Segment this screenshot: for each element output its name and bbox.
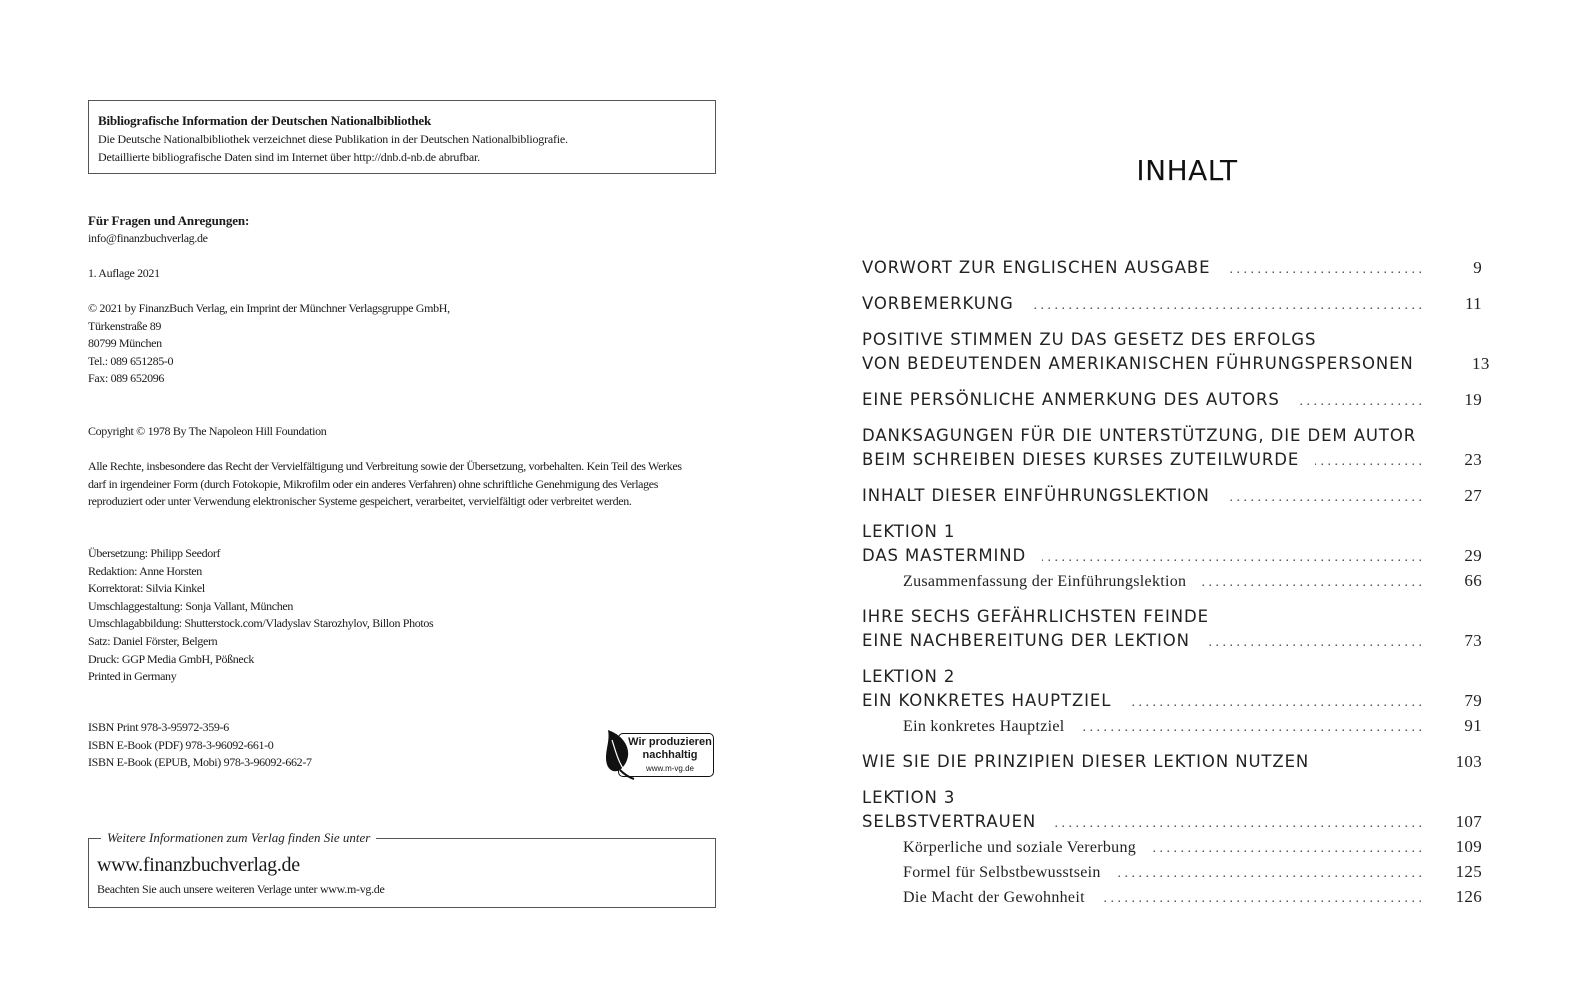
toc-dot-leader bbox=[1152, 837, 1422, 861]
toc-entry-title: INHALT DIESER EINFÜHRUNGSLEKTION bbox=[862, 486, 1210, 505]
toc-page-number: 91 bbox=[1464, 716, 1482, 735]
credit-line: Umschlagabbildung: Shutterstock.com/Vladyslav Starozhylov, Billon Photos bbox=[88, 616, 434, 631]
toc-dot-leader bbox=[1202, 571, 1422, 595]
publisher-block bbox=[88, 300, 728, 388]
isbn-line: ISBN E-Book (EPUB, Mobi) 978-3-96092-662-7 bbox=[88, 755, 312, 770]
edition-text: 1. Auflage 2021 bbox=[88, 266, 160, 280]
rights-line: darf in irgendeiner Form (durch Fotokopie, Mikrofilm oder ein anderes Verfahren) ohne schriftliche Genehmigung des Verlages bbox=[88, 476, 659, 491]
toc-page-number: 27 bbox=[1464, 486, 1482, 505]
toc-entry-title: BEIM SCHREIBEN DIESES KURSES ZUTEILWURDE bbox=[862, 450, 1300, 469]
contact-block bbox=[88, 212, 728, 247]
toc-entry-title: Zusammenfassung der Einführungslektion bbox=[903, 573, 1187, 590]
toc-subentry bbox=[903, 569, 1482, 593]
toc-entry bbox=[862, 424, 1482, 448]
toc-dot-leader bbox=[1030, 294, 1422, 318]
toc-entry-title: EINE PERSÖNLICHE ANMERKUNG DES AUTORS bbox=[862, 390, 1280, 409]
toc-subentry bbox=[903, 885, 1482, 909]
credits-block bbox=[88, 545, 728, 686]
toc-entry bbox=[862, 750, 1482, 774]
toc-entry-title: LEKTION 3 bbox=[862, 788, 956, 807]
info-box-legend: Weitere Informationen zum Verlag finden Sie unter bbox=[101, 829, 376, 847]
toc-subentry bbox=[903, 860, 1482, 884]
info-box-note: Beachten Sie auch unsere weiteren Verlage unter www.m-vg.de bbox=[97, 882, 385, 896]
badge-url: www.m-vg.de bbox=[645, 764, 694, 773]
toc-page-number: 9 bbox=[1473, 258, 1482, 277]
toc-dot-leader bbox=[1206, 631, 1422, 655]
toc-entry bbox=[862, 786, 1482, 810]
toc-entry bbox=[862, 520, 1482, 544]
toc-entry-title: Ein konkretes Hauptziel bbox=[903, 718, 1065, 735]
toc-entry bbox=[862, 448, 1482, 472]
contact-email: info@finanzbuchverlag.de bbox=[88, 230, 208, 245]
badge-line1: Wir produzieren bbox=[628, 736, 712, 748]
imprint-page bbox=[0, 0, 790, 1000]
contact-heading: Für Fragen und Anregungen: bbox=[88, 213, 250, 228]
credit-line: Übersetzung: Philipp Seedorf bbox=[88, 546, 221, 560]
toc-page-number: 107 bbox=[1455, 812, 1482, 831]
toc-entry bbox=[862, 352, 1490, 376]
toc-entry bbox=[862, 544, 1482, 568]
isbn-line: ISBN Print 978-3-95972-359-6 bbox=[88, 720, 229, 734]
toc-entry-title: VORBEMERKUNG bbox=[862, 294, 1014, 313]
copyright-text: Copyright © 1978 By The Napoleon Hill Foundation bbox=[88, 424, 327, 438]
toc-entry-title: VON BEDEUTENDEN AMERIKANISCHEN FÜHRUNGSPERSONEN bbox=[862, 354, 1414, 373]
toc-dot-leader bbox=[1127, 691, 1422, 715]
toc-entry bbox=[862, 629, 1482, 653]
credit-line: Druck: GGP Media GmbH, Pößneck bbox=[88, 651, 255, 666]
credit-line: Printed in Germany bbox=[88, 669, 177, 684]
toc-entry-title: LEKTION 2 bbox=[862, 667, 956, 686]
bibliographic-info-line: Detaillierte bibliografische Daten sind im Internet über http://dnb.d-nb.de abrufbar. bbox=[98, 150, 480, 164]
publisher-line: © 2021 by FinanzBuch Verlag, ein Imprint der Münchner Verlagsgruppe GmbH, bbox=[88, 301, 450, 315]
toc-entry-title: VORWORT ZUR ENGLISCHEN AUSGABE bbox=[862, 258, 1211, 277]
toc-entry bbox=[862, 292, 1482, 316]
sustainability-badge bbox=[604, 728, 716, 780]
toc-entry-title: WIE SIE DIE PRINZIPIEN DIESER LEKTION NUTZEN bbox=[862, 752, 1310, 771]
toc-entry bbox=[862, 328, 1482, 352]
toc-entry-title: POSITIVE STIMMEN ZU DAS GESETZ DES ERFOLGS bbox=[862, 330, 1317, 349]
toc-dot-leader bbox=[1226, 486, 1422, 510]
toc-dot-leader bbox=[1101, 887, 1422, 911]
toc-entry bbox=[862, 484, 1482, 508]
badge-line2: nachhaltig bbox=[642, 749, 698, 761]
toc-dot-leader bbox=[1052, 812, 1422, 836]
toc-entry bbox=[862, 689, 1482, 713]
toc-page-number: 125 bbox=[1455, 862, 1482, 881]
toc-page-number: 109 bbox=[1455, 837, 1482, 856]
credit-line: Korrektorat: Silvia Kinkel bbox=[88, 581, 205, 596]
toc-entry bbox=[862, 256, 1482, 280]
toc-dot-leader bbox=[1226, 258, 1422, 282]
toc-dot-leader bbox=[1315, 450, 1422, 474]
rights-line: Alle Rechte, insbesondere das Recht der Vervielfältigung und Verbreitung sowie der Übersetzung, vorbehalten. Kein Teil des Werkes bbox=[88, 459, 682, 473]
toc-entry bbox=[862, 810, 1482, 834]
toc-subentry bbox=[903, 714, 1482, 738]
toc-page-number: 29 bbox=[1464, 546, 1482, 565]
toc-page-number: 19 bbox=[1464, 390, 1482, 409]
publisher-line: Tel.: 089 651285-0 bbox=[88, 353, 174, 368]
toc-page-number: 11 bbox=[1465, 294, 1482, 313]
toc-page-number: 126 bbox=[1455, 887, 1482, 906]
toc-entry bbox=[862, 388, 1482, 412]
toc-entry-title: DAS MASTERMIND bbox=[862, 546, 1027, 565]
publisher-line: 80799 München bbox=[88, 336, 162, 351]
bibliographic-info-title: Bibliografische Information der Deutschen Nationalbibliothek bbox=[98, 113, 432, 128]
bibliographic-info-line: Die Deutsche Nationalbibliothek verzeichnet diese Publikation in der Deutschen Nationalbibliografie. bbox=[98, 132, 568, 146]
toc-entry-title: Formel für Selbstbewusstsein bbox=[903, 864, 1101, 881]
toc-entry bbox=[862, 665, 1482, 689]
toc-dot-leader bbox=[1081, 716, 1422, 740]
credit-line: Redaktion: Anne Horsten bbox=[88, 563, 202, 578]
toc-entry-title: IHRE SECHS GEFÄHRLICHSTEN FEINDE bbox=[862, 607, 1209, 626]
toc-page-number: 103 bbox=[1455, 752, 1482, 771]
toc-entry-title: Die Macht der Gewohnheit bbox=[903, 889, 1085, 906]
toc-page bbox=[790, 0, 1584, 1000]
rights-block bbox=[88, 458, 718, 511]
toc-dot-leader bbox=[1296, 390, 1422, 414]
toc-entry-title: DANKSAGUNGEN FÜR DIE UNTERSTÜTZUNG, DIE DEM AUTOR bbox=[862, 426, 1417, 445]
toc-dot-leader bbox=[1042, 546, 1422, 570]
toc-entry-title: Körperliche und soziale Vererbung bbox=[903, 839, 1137, 856]
toc-page-number: 79 bbox=[1464, 691, 1482, 710]
toc-entry-title: LEKTION 1 bbox=[862, 522, 956, 541]
toc-page-number: 23 bbox=[1464, 450, 1482, 469]
isbn-line: ISBN E-Book (PDF) 978-3-96092-661-0 bbox=[88, 737, 274, 752]
bibliographic-info-box bbox=[88, 100, 716, 174]
credit-line: Satz: Daniel Förster, Belgern bbox=[88, 633, 218, 648]
publisher-info-box bbox=[88, 830, 716, 908]
toc-page-number: 13 bbox=[1472, 354, 1490, 373]
toc-dot-leader bbox=[1117, 862, 1422, 886]
toc-entry-title: SELBSTVERTRAUEN bbox=[862, 812, 1037, 831]
publisher-line: Türkenstraße 89 bbox=[88, 318, 162, 333]
publisher-line: Fax: 089 652096 bbox=[88, 371, 165, 386]
toc-entry-title: EIN KONKRETES HAUPTZIEL bbox=[862, 691, 1112, 710]
toc-entry-title: EINE NACHBEREITUNG DER LEKTION bbox=[862, 631, 1190, 650]
publisher-website: www.finanzbuchverlag.de bbox=[97, 854, 300, 876]
rights-line: reproduziert oder unter Verwendung elektronischer Systeme gespeichert, verarbeitet, vervielfältigt oder verbreitet werden. bbox=[88, 494, 632, 508]
toc-page-number: 73 bbox=[1464, 631, 1482, 650]
credit-line: Umschlaggestaltung: Sonja Vallant, München bbox=[88, 598, 294, 613]
toc-title: INHALT bbox=[1136, 154, 1238, 187]
toc-entry bbox=[862, 605, 1482, 629]
toc-page-number: 66 bbox=[1464, 571, 1482, 590]
toc-subentry bbox=[903, 835, 1482, 859]
